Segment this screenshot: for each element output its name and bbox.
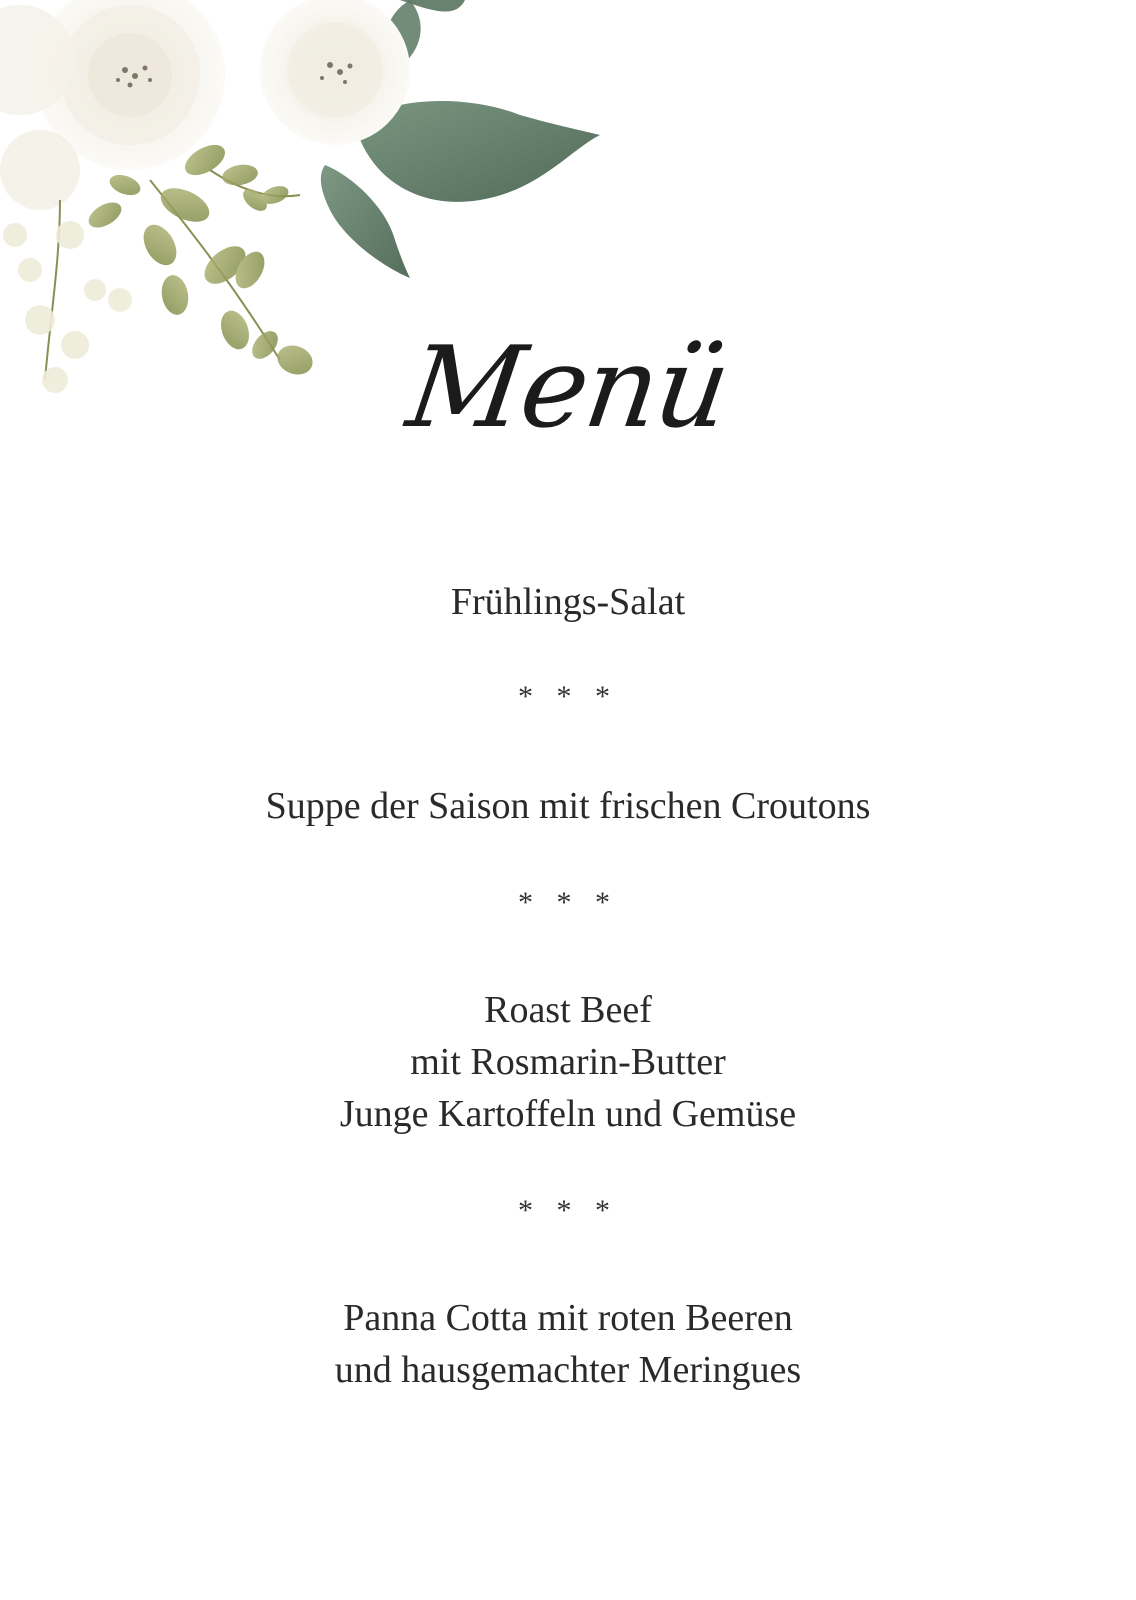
- course-divider: * * *: [518, 680, 618, 713]
- course-line: Frühlings-Salat: [450, 581, 686, 623]
- course-line: Roast Beef: [484, 989, 652, 1031]
- course-main: [0, 984, 1136, 1140]
- course-soup: [0, 780, 1136, 832]
- course-divider: * * *: [518, 886, 618, 919]
- course-dessert: [0, 1292, 1136, 1396]
- course-line: mit Rosmarin-Butter: [410, 1041, 726, 1083]
- course-divider: * * *: [518, 1194, 618, 1227]
- course-line: Panna Cotta mit roten Beeren: [343, 1297, 793, 1339]
- course-line: Suppe der Saison mit frischen Croutons: [265, 785, 871, 827]
- menu-title: Menü: [400, 323, 736, 453]
- course-starter: [0, 576, 1136, 628]
- course-line: Junge Kartoffeln und Gemüse: [339, 1093, 797, 1135]
- course-line: und hausgemachter Meringues: [334, 1349, 802, 1391]
